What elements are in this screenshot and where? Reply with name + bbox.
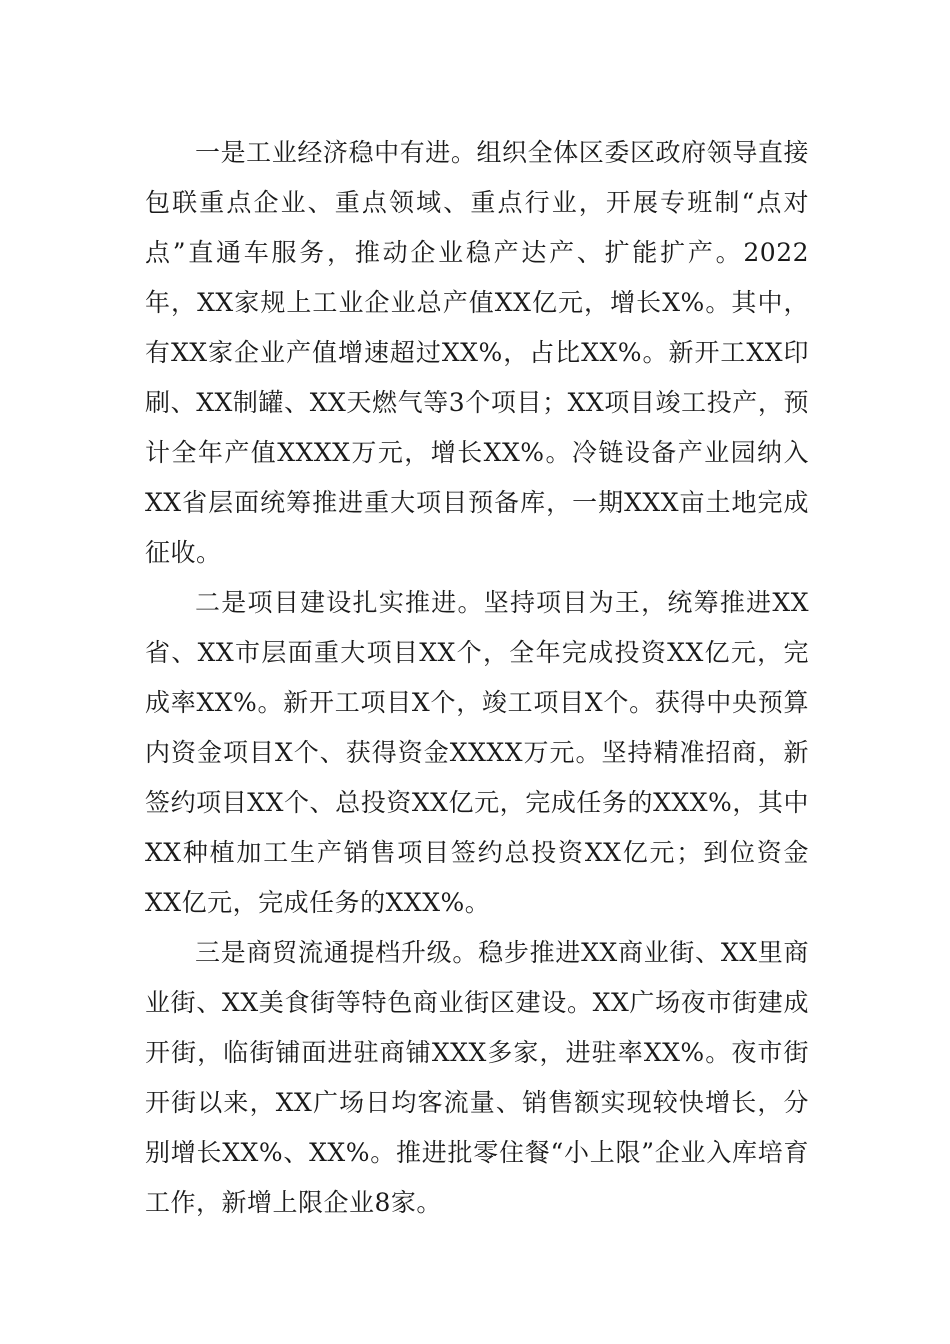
document-body [145, 128, 809, 1228]
paragraph-commerce-circulation: 三是商贸流通提档升级。稳步推进XX商业街、XX里商业街、XX美食街等特色商业街区建设。XX广场夜市街建成开街，临街铺面进驻商铺XXX多家，进驻率XX%。夜市街开街以来，XX广场日均客流量、销售额实现较快增长，分别增长XX%、XX%。推进批零住餐“小上限”企业入库培育工作，新增上限企业8家。 [145, 938, 809, 1217]
paragraph-industrial-economy: 一是工业经济稳中有进。组织全体区委区政府领导直接包联重点企业、重点领域、重点行业，开展专班制“点对点”直通车服务，推动企业稳产达产、扩能扩产。2022年，XX家规上工业企业总产值XX亿元，增长X%。其中，有XX家企业产值增速超过XX%，占比XX%。新开工XX印刷、XX制罐、XX天燃气等3个项目；XX项目竣工投产，预计全年产值XXXX万元，增长XX%。冷链设备产业园纳入XX省层面统筹推进重大项目预备库，一期XXX亩土地完成征收。 [145, 138, 809, 567]
paragraph-project-construction: 二是项目建设扎实推进。坚持项目为王，统筹推进XX省、XX市层面重大项目XX个，全年完成投资XX亿元，完成率XX%。新开工项目X个，竣工项目X个。获得中央预算内资金项目X个、获得资金XXXX万元。坚持精准招商，新签约项目XX个、总投资XX亿元，完成任务的XXX%，其中XX种植加工生产销售项目签约总投资XX亿元；到位资金XX亿元，完成任务的XXX%。 [145, 588, 809, 917]
